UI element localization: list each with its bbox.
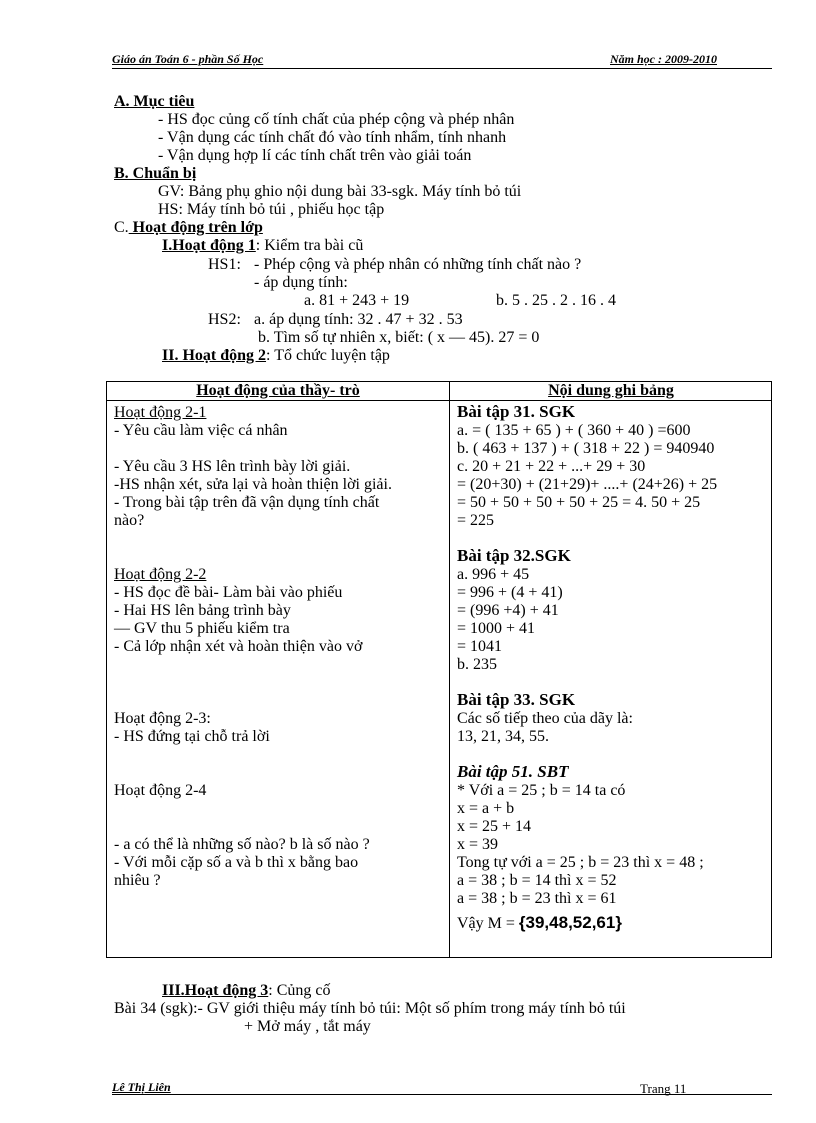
section-a-item: - Vận dụng các tính chất đó vào tính nhẩm, tính nhanh [158,129,507,146]
result-line [457,912,704,935]
activity-2-rest: : Tổ chức luyện tập [266,347,390,364]
exercise-31 [457,402,717,530]
exercise-line: x = 25 + 14 [457,818,532,835]
exercise-line: x = a + b [457,800,515,817]
left-line: - Yêu cầu 3 HS lên trình bày lời giải. [114,458,351,475]
exercise-32 [457,546,571,674]
footer-rule [112,1094,772,1095]
table-header-col2: Nội dung ghi bảng [548,382,674,399]
exercise-34-subline: + Mở máy , tắt máy [244,1018,371,1035]
exercise-33 [457,690,633,746]
exercise-line: = 50 + 50 + 50 + 50 + 25 = 4. 50 + 25 [457,494,701,511]
exercise-title: Bài tập 33. SGK [457,690,576,709]
activity-1-heading [162,237,363,255]
activity-1-title: I.Hoạt động 1 [162,237,256,254]
left-cell-text [114,782,206,800]
hs2-label: HS2: [208,311,241,328]
table-header-col1: Hoạt động của thầy- trò [196,382,360,399]
left-cell-text [114,458,392,530]
exercise-line: = 1041 [457,638,503,655]
hs1-question: - Phép cộng và phép nhân có những tính chất nào ? [254,256,582,273]
activity-3-rest: : Củng cố [268,982,331,999]
left-cell-text [114,404,288,440]
exercise-line: b. 235 [457,656,497,673]
exercise-line: = 1000 + 41 [457,620,536,637]
left-line: -HS nhận xét, sửa lại và hoàn thiện lời giải. [114,476,392,493]
exercise-line: b. ( 463 + 137 ) + ( 318 + 22 ) = 940940 [457,440,715,457]
left-line: - Trong bài tập trên đã vận dụng tính chất [114,494,380,511]
section-c-heading [114,219,263,237]
left-cell-text [114,566,362,656]
section-b-item: HS: Máy tính bỏ túi , phiếu học tập [158,201,385,218]
left-line: - Yêu cầu làm việc cá nhân [114,422,288,439]
hs1-apply: - áp dụng tính: [254,274,348,291]
activity-table [106,381,772,958]
exercise-line: = 996 + (4 + 41) [457,584,563,601]
hs2-part-b: b. Tìm số tự nhiên x, biết: ( x — 45). 27 = 0 [258,329,540,346]
exercise-line: = (20+30) + (21+29)+ ....+ (24+26) + 25 [457,476,718,493]
section-b-item: GV: Bảng phụ ghio nội dung bài 33-sgk. Máy tính bỏ túi [158,183,522,200]
exercise-line: c. 20 + 21 + 22 + ...+ 29 + 30 [457,458,646,475]
section-c-title: Hoạt động trên lớp [128,219,263,236]
activity-1-rest: : Kiểm tra bài cũ [255,237,364,254]
exercise-line: a = 38 ; b = 23 thì x = 61 [457,890,617,907]
table-header-divider [107,400,771,401]
section-b-title: B. Chuẩn bị [114,165,197,182]
activity-label: Hoạt động 2-2 [114,566,207,583]
header-rule [112,68,772,69]
left-line: - a có thể là những số nào? b là số nào ? [114,836,370,853]
hs2-part-a: a. áp dụng tính: 32 . 47 + 32 . 53 [254,311,463,328]
hs1-label: HS1: [208,256,241,273]
left-cell-text [114,836,370,890]
section-c-prefix: C. [114,219,129,236]
activity-label: Hoạt động 2-4 [114,782,207,799]
left-line: - HS đứng tại chỗ trả lời [114,728,270,745]
exercise-line: a. = ( 135 + 65 ) + ( 360 + 40 ) =600 [457,422,691,439]
activity-3-heading [162,982,330,1000]
exercise-line: = (996 +4) + 41 [457,602,559,619]
exercise-line: x = 39 [457,836,499,853]
exercise-title: Bài tập 32.SGK [457,546,571,565]
left-line: nào? [114,512,145,529]
left-line: nhiêu ? [114,872,161,889]
section-a-item: - HS đọc củng cố tính chất của phép cộng và phép nhân [158,111,515,128]
section-a-item: - Vận dụng hợp lí các tính chất trên vào giải toán [158,147,472,164]
exercise-34-line: Bài 34 (sgk):- GV giới thiệu máy tính bỏ túi: Một số phím trong máy tính bỏ túi [114,1000,626,1017]
exercise-line: a. 996 + 45 [457,566,530,583]
exercise-line: 13, 21, 34, 55. [457,728,549,745]
activity-2-title: II. Hoạt động 2 [162,347,267,364]
footer-page-number: Trang 11 [640,1081,687,1096]
hs1-part-a: a. 81 + 243 + 19 [304,292,410,309]
left-line: — GV thu 5 phiếu kiểm tra [114,620,290,637]
hs1-part-b: b. 5 . 25 . 2 . 16 . 4 [496,292,616,309]
exercise-line: = 225 [457,512,495,529]
activity-3-title: III.Hoạt động 3 [162,982,269,999]
exercise-title: Bài tập 51. SBT [457,762,569,781]
activity-label: Hoạt động 2-1 [114,404,207,421]
exercise-line: * Với a = 25 ; b = 14 ta có [457,782,626,799]
left-line: - Hai HS lên bảng trình bày [114,602,291,619]
exercise-51 [457,762,704,935]
left-cell-text [114,710,270,746]
header-left: Giáo án Toán 6 - phần Số Học [112,52,264,66]
activity-2-heading [162,347,390,365]
left-line: - Với mỗi cặp số a và b thì x bằng bao [114,854,359,871]
exercise-line: Tong tự với a = 25 ; b = 23 thì x = 48 ; [457,854,704,871]
left-line: - HS đọc đề bài- Làm bài vào phiếu [114,584,343,601]
footer-author: Lê Thị Liên [112,1080,171,1094]
table-column-divider [449,382,450,957]
left-line: - Cả lớp nhận xét và hoàn thiện vào vở [114,638,363,655]
header-right: Năm học : 2009-2010 [610,52,717,66]
section-a-title: A. Mục tiêu [114,93,195,110]
exercise-line: a = 38 ; b = 14 thì x = 52 [457,872,617,889]
activity-label: Hoạt động 2-3: [114,710,211,727]
result-prefix: Vậy M = [457,915,519,932]
result-set: {39,48,52,61} [518,913,622,932]
exercise-title: Bài tập 31. SGK [457,402,576,421]
exercise-line: Các số tiếp theo của dãy là: [457,710,633,727]
